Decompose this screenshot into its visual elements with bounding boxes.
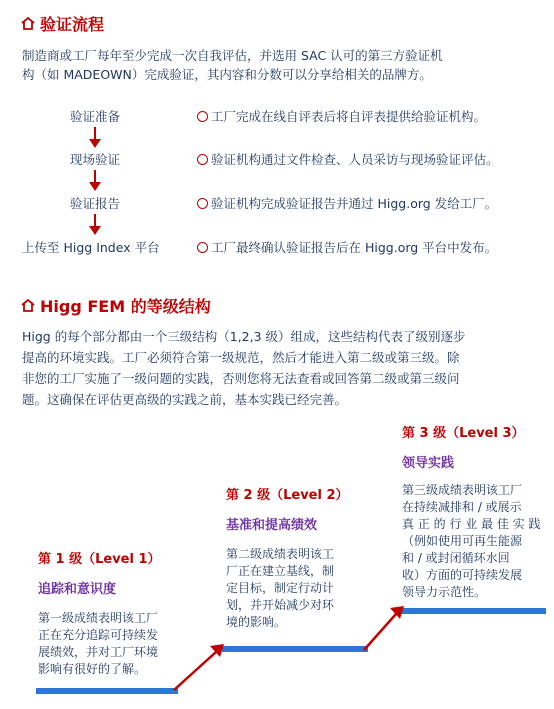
flow-step: 验证报告 [69, 196, 120, 211]
intro-line: 制造商或工厂每年至少完成一次自我评估，并选用 SAC 认可的第三方验证机 [22, 48, 443, 63]
level-title: 第 3 级（Level 3） [402, 426, 525, 441]
level-subtitle: 追踪和意识度 [38, 582, 117, 597]
level-description: 第二级成绩表明该工 厂正在建立基线，制 定目标，制定行动计 划，并开始减少对环 境的影响。 [226, 547, 335, 629]
section1-intro [22, 46, 542, 84]
flow-desc: 验证机构通过文件检查、人员采访与现场验证评估。 [197, 150, 499, 168]
red-down-arrow-icon [87, 214, 103, 236]
red-down-arrow-icon [87, 170, 103, 192]
red-diagonal-arrow-icon [170, 640, 230, 694]
level-description: 第三级成绩表明该工厂 在持续减排和 / 或展示 真 正 的 行 业 最 佳 实 践 （例如使用可再生能源 和 / 或封闭循环水回 收）方面的可持续发展 领导力示范性。 [402, 483, 541, 599]
flow-step: 验证准备 [69, 109, 120, 124]
level-description: 第一级成绩表明该工厂 正在充分追踪可持续发 展绩效，并对工厂环境 影响有很好的了解。 [38, 611, 159, 676]
circle-outline-icon [197, 111, 208, 122]
house-outline-icon [20, 15, 36, 34]
intro-line: 构（如 MADEOWN）完成验证，其内容和分数可以分享给相关的品牌方。 [22, 67, 432, 82]
section2-title: Higg FEM 的等级结构 [20, 294, 211, 317]
red-diagonal-arrow-icon [360, 602, 410, 656]
paragraph-line: 提高的环境实践。工厂必须符合第一级规范，然后才能进入第二级或第三级。除 [22, 350, 460, 365]
level-title: 第 2 级（Level 2） [226, 488, 349, 503]
paragraph-line: 非您的工厂实施了一级问题的实践，否则您将无法查看或回答第二级或第三级问 [22, 371, 460, 386]
house-outline-icon [20, 297, 36, 316]
flow-desc: 工厂完成在线自评表后将自评表提供给验证机构。 [197, 107, 486, 125]
level-subtitle: 领导实践 [402, 456, 455, 471]
flow-desc: 工厂最终确认验证报告后在 Higg.org 平台中发布。 [197, 238, 497, 256]
level-subtitle: 基准和提高绩效 [226, 518, 318, 533]
level-title: 第 1 级（Level 1） [38, 552, 161, 567]
circle-outline-icon [197, 154, 208, 165]
flow-step: 现场验证 [69, 152, 120, 167]
section1-title: 验证流程 [20, 12, 104, 35]
circle-outline-icon [197, 198, 208, 209]
level-2-bar [222, 646, 368, 652]
level-3-bar [400, 608, 546, 614]
red-down-arrow-icon [87, 127, 103, 149]
paragraph-line: 题。这确保在评估更高级的实践之前，基本实践已经完善。 [22, 392, 348, 407]
circle-outline-icon [197, 242, 208, 253]
paragraph-line: Higg 的每个部分都由一个三级结构（1,2,3 级）组成，这些结构代表了级别逐步 [22, 329, 466, 344]
flow-desc: 验证机构完成验证报告并通过 Higg.org 发给工厂。 [197, 194, 497, 212]
section2-paragraph [22, 326, 552, 410]
level-1-bar [36, 688, 178, 694]
flow-step: 上传至 Higg Index 平台 [22, 240, 160, 255]
